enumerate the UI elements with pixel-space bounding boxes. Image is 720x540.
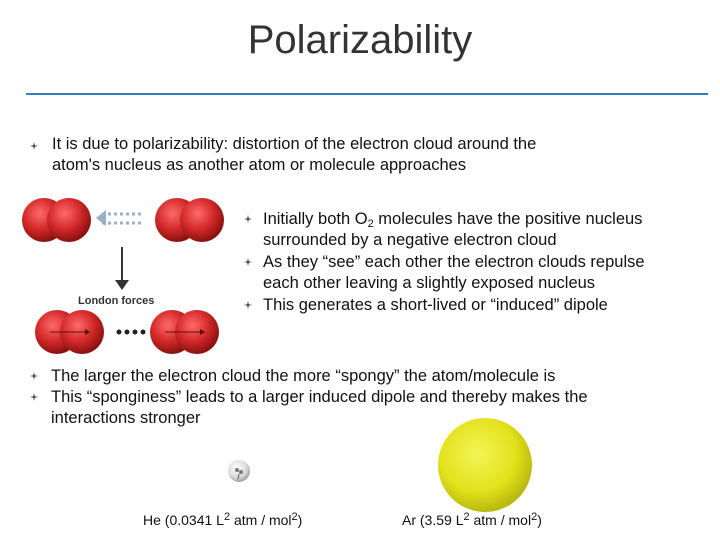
sub-bullet-repulse-line2: each other leaving a slightly exposed nucleus: [263, 274, 596, 292]
star-bullet-icon: [30, 372, 38, 380]
o2-molecule-top-right: [155, 198, 224, 242]
bullet-spongy: The larger the electron cloud the more “spongy” the atom/molecule is: [51, 367, 556, 385]
bullet-polarizability-line2: atom's nucleus as another atom or molecule approaches: [52, 156, 467, 174]
sub-bullet-repulse-line1: As they “see” each other the electron clouds repulse: [263, 253, 645, 271]
o2-molecule-bottom-right: [150, 310, 219, 354]
sub-bullet-initial-line2: surrounded by a negative electron cloud: [263, 231, 557, 249]
approach-arrow-icon: [96, 210, 144, 226]
title-divider: [26, 93, 708, 95]
london-forces-label: London forces: [78, 295, 155, 307]
helium-caption: He (0.0341 $L^2$ atm / mol$^2$): [143, 511, 303, 528]
o2-molecule-top-left: [22, 198, 91, 242]
attraction-dots-icon: [117, 330, 146, 335]
star-bullet-icon: [244, 258, 252, 266]
o2-molecule-bottom-left: [35, 310, 104, 354]
london-forces-figure: [22, 192, 232, 362]
helium-atom-image: [227, 459, 251, 483]
star-bullet-icon: [244, 301, 252, 309]
argon-atom-image: [437, 417, 533, 513]
bullet-sponginess-line1: This “sponginess” leads to a larger induced dipole and thereby makes the: [51, 388, 588, 406]
page-title: Polarizability: [247, 18, 473, 62]
bullet-sponginess-line2: interactions stronger: [51, 409, 201, 427]
down-arrow-icon: [115, 247, 129, 290]
star-bullet-icon: [244, 215, 252, 223]
sub-bullet-initial-line1: Initially both $O_2$ molecules have the positive nucleus: [263, 210, 643, 230]
sub-bullet-induced-dipole: This generates a short-lived or “induced” dipole: [263, 296, 608, 314]
argon-caption: Ar (3.59 $L^2$ atm / mol$^2$): [402, 511, 542, 528]
star-bullet-icon: [30, 142, 38, 150]
bullet-polarizability-line1: It is due to polarizability: distortion of the electron cloud around the: [52, 135, 537, 153]
star-bullet-icon: [30, 393, 38, 401]
